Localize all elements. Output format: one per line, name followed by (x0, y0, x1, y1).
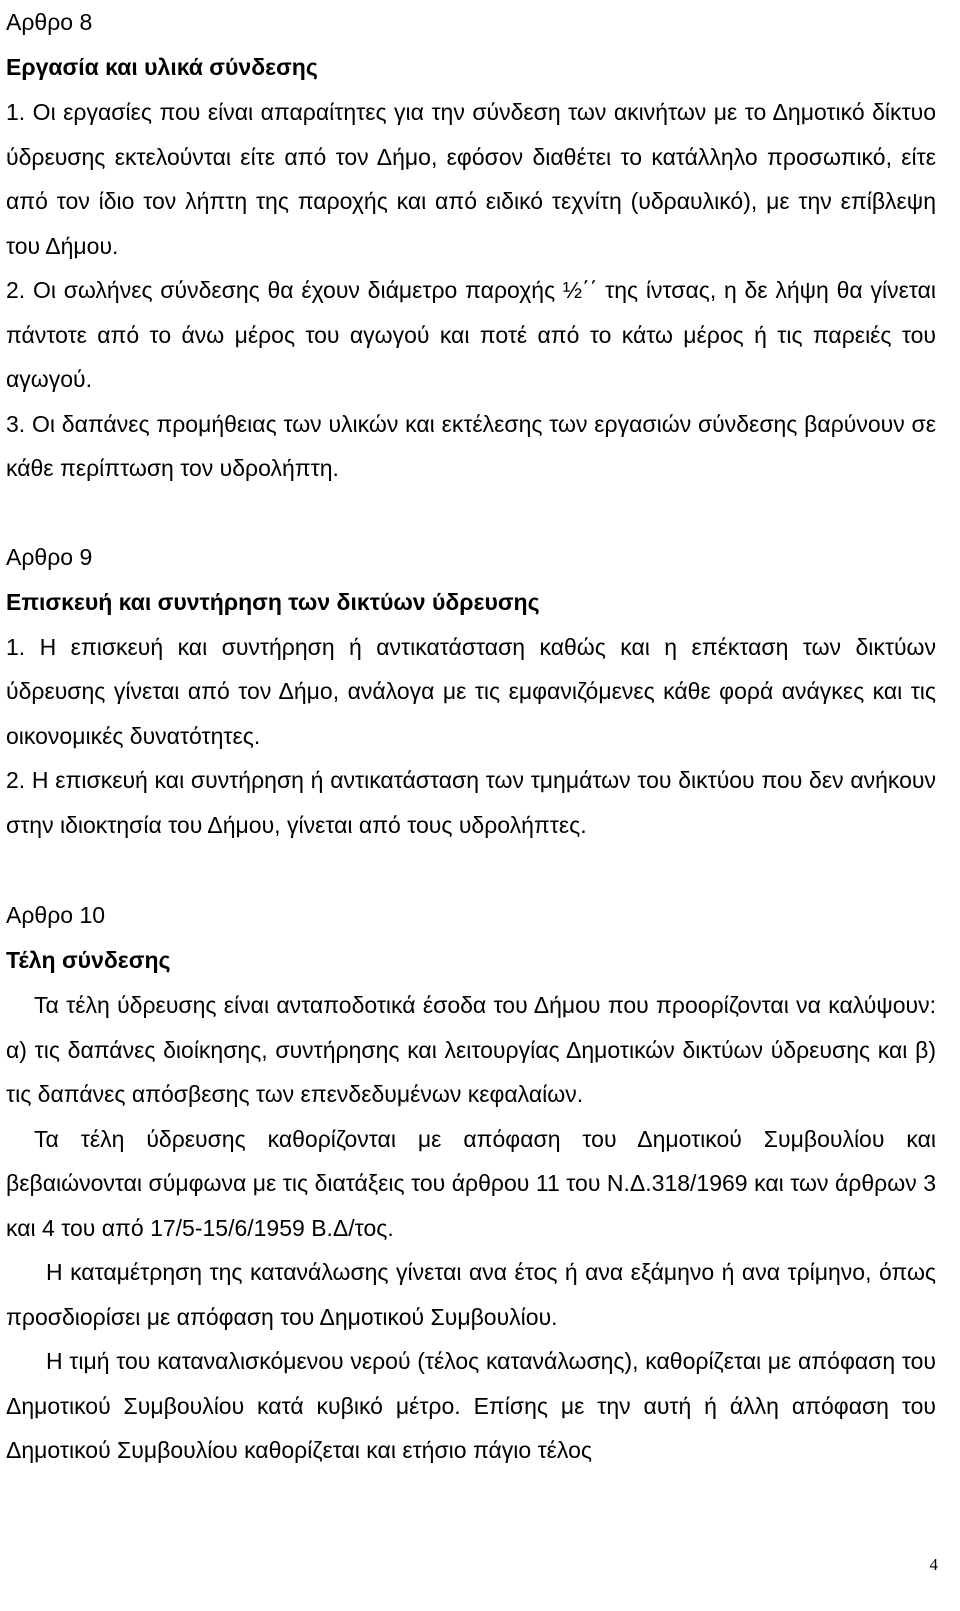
article-title: Αρθρο 10 (6, 902, 106, 928)
paragraph: Τα τέλη ύδρευσης καθορίζονται με απόφαση του Δημοτικού Συμβουλίου και βεβαιώνονται σύμφωνα με τις διατάξεις του άρθρου 11 του Ν.Δ.318/1969 και των άρθρων 3 και 4 του από 17/5-15/6/1959 Β.Δ/τος. (6, 1125, 936, 1241)
paragraph: 2. Η επισκευή και συντήρηση ή αντικατάσταση των τμημάτων του δικτύου που δεν ανήκουν στην ιδιοκτησία του Δήμου, γίνεται από τους υδρολήπτες. (6, 767, 936, 838)
article-title: Αρθρο 9 (6, 543, 93, 570)
paragraph: Τα τέλη ύδρευσης είναι ανταποδοτικά έσοδα του Δήμου που προορίζονται να καλύψουν: α) τις δαπάνες διοίκησης, συντήρησης και λειτουργίας Δημοτικών δικτύων ύδρευσης και β) τις δαπάνες απόσβεσης των επενδεδυμένων κεφαλαίων. (6, 992, 936, 1107)
article-title: Αρθρο 8 (6, 9, 93, 35)
article-heading: Τέλη σύνδεσης (6, 947, 171, 973)
article-8 (6, 0, 936, 491)
paragraph: Η καταμέτρηση της κατανάλωσης γίνεται ανα έτος ή ανα εξάμηνο ή ανα τρίμηνο, όπως προσδιορίσει με απόφαση του Δημοτικού Συμβουλίου. (6, 1259, 936, 1330)
section-spacer (6, 491, 936, 535)
article-heading: Εργασία και υλικά σύνδεσης (6, 54, 318, 80)
paragraph: 1. Οι εργασίες που είναι απαραίτητες για την σύνδεση των ακινήτων με το Δημοτικό δίκτυο ύδρευσης εκτελούνται είτε από τον Δήμο, εφόσον διαθέτει το κατάλληλο προσωπικό, είτε από τον ίδιο τον λήπτη της παροχής και από ειδικό τεχνίτη (υδραυλικό), με την επίβλεψη του Δήμου. (6, 99, 936, 259)
paragraph: 1. Η επισκευή και συντήρηση ή αντικατάσταση καθώς και η επέκταση των δικτύων ύδρευσης γίνεται από τον Δήμο, ανάλογα με τις εμφανιζόμενες κάθε φορά ανάγκες και τις οικονομικές δυνατότητες. (6, 633, 936, 749)
article-heading: Επισκευή και συντήρηση των δικτύων ύδρευσης (6, 588, 540, 615)
document-page (6, 0, 936, 1473)
paragraph: 3. Οι δαπάνες προμήθειας των υλικών και εκτέλεσης των εργασιών σύνδεσης βαρύνουν σε κάθε περίπτωση τον υδρολήπτη. (6, 410, 936, 481)
article-9 (6, 535, 936, 848)
paragraph: Η τιμή του καταναλισκόμενου νερού (τέλος κατανάλωσης), καθορίζεται με απόφαση του Δημοτικού Συμβουλίου κατά κυβικό μέτρο. Επίσης με την αυτή ή άλλη απόφαση του Δημοτικού Συμβουλίου καθορίζεται και ετήσιο πάγιο τέλος (6, 1348, 936, 1463)
section-spacer (6, 847, 936, 893)
article-10 (6, 893, 936, 1473)
page-number: 4 (929, 1555, 938, 1574)
paragraph: 2. Οι σωλήνες σύνδεσης θα έχουν διάμετρο παροχής ½΄΄ της ίντσας, η δε λήψη θα γίνεται πάντοτε από το άνω μέρος του αγωγού και ποτέ από το κάτω μέρος ή τις παρειές του αγωγού. (6, 277, 936, 392)
